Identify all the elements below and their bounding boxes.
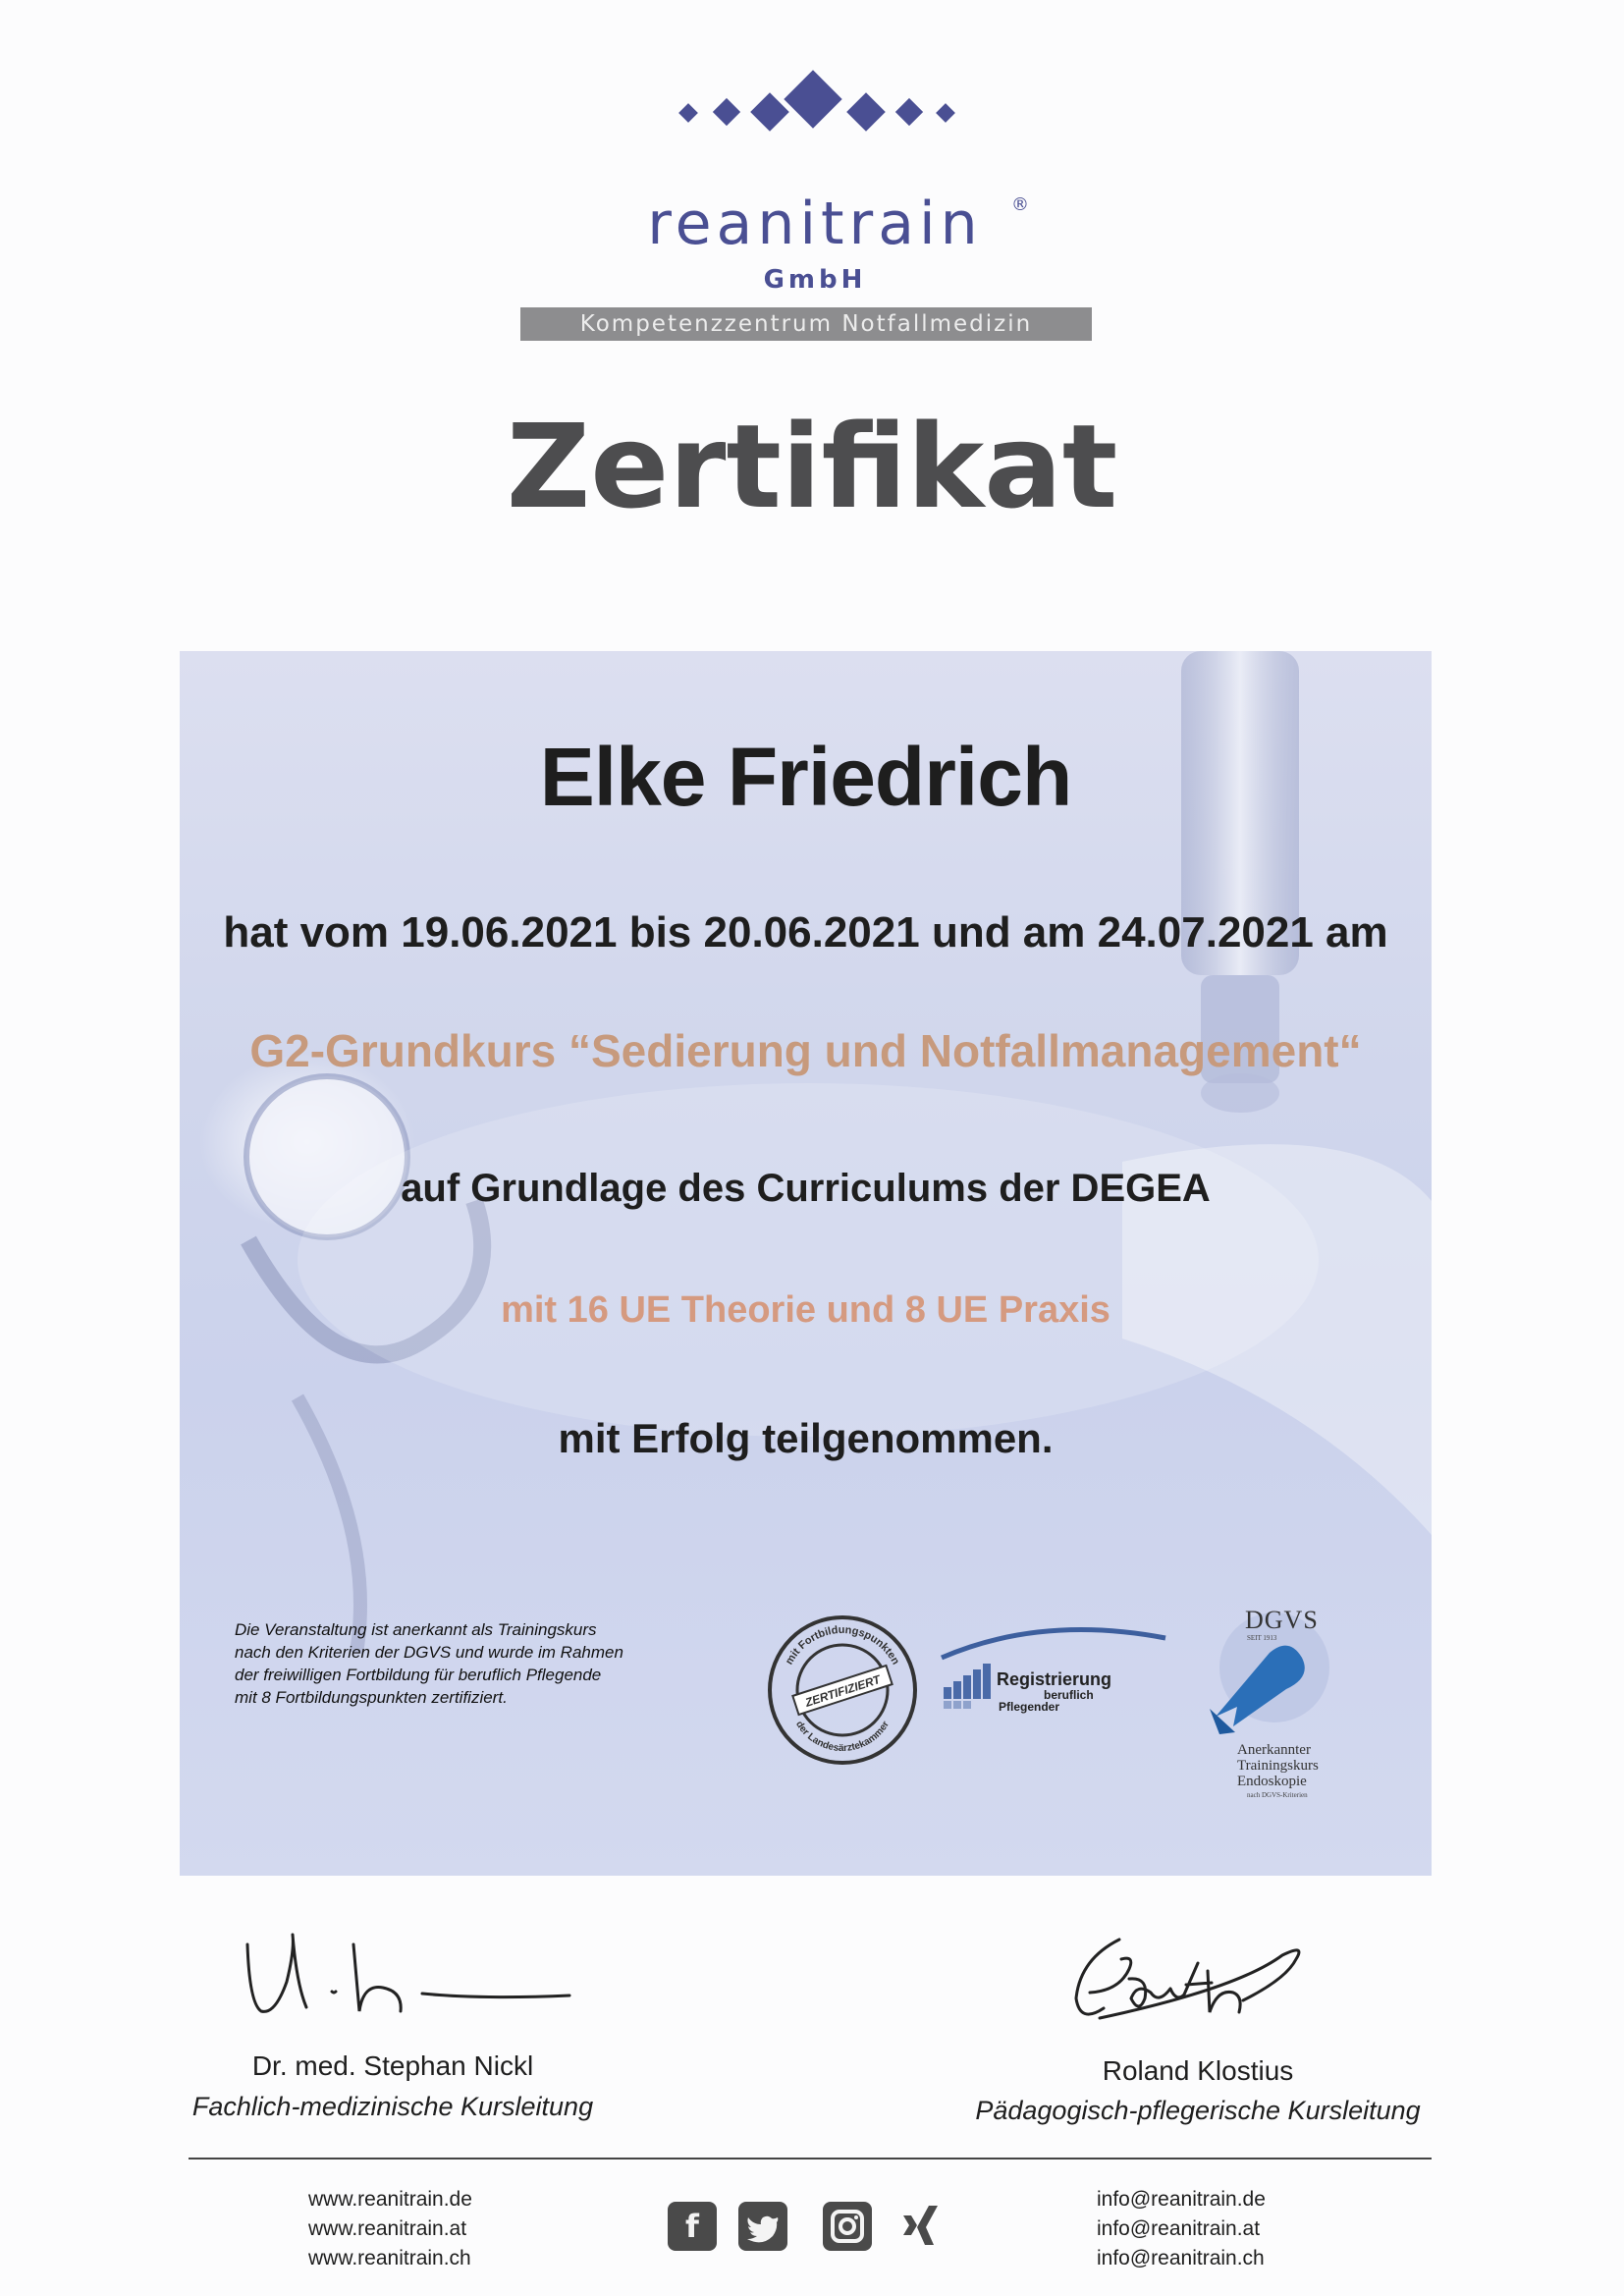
course-title: G2-Grundkurs “Sedierung und Notfallmanagement“ [249, 1025, 1362, 1076]
email-link[interactable]: info@reanitrain.de [1097, 2188, 1266, 2211]
dgvs-logo [1176, 1599, 1382, 1805]
facebook-icon[interactable]: f [668, 2202, 717, 2251]
curriculum-basis: auf Grundlage des Curriculums der DEGEA [401, 1167, 1211, 1210]
instagram-camera-glyph [823, 2202, 872, 2251]
course-units: mit 16 UE Theorie und 8 UE Praxis [501, 1289, 1110, 1331]
signer-right-role: Pädagogisch-pflegerische Kursleitung [975, 2096, 1421, 2125]
signature-left [236, 1905, 589, 2023]
website-link[interactable]: www.reanitrain.de [308, 2188, 472, 2211]
logo-wordmark: reanitrain [647, 190, 983, 258]
email-link[interactable]: info@reanitrain.at [1097, 2217, 1261, 2240]
certificate-panel [180, 651, 1432, 1876]
twitter-bird-glyph [738, 2202, 787, 2251]
social-links [668, 2202, 943, 2253]
dgvs-since: SEIT 1913 [1247, 1634, 1277, 1642]
accreditation-note-line: der freiwilligen Fortbildung für beruflich Pflegende [235, 1666, 602, 1684]
signer-right-name: Roland Klostius [1102, 2055, 1294, 2086]
signer-left-role: Fachlich-medizinische Kursleitung [191, 2092, 594, 2121]
website-link[interactable]: www.reanitrain.at [308, 2217, 467, 2240]
dgvs-line1: Anerkannter [1237, 1742, 1311, 1758]
registration-logo [934, 1618, 1169, 1726]
seal-top-text: mit Fortbildungspunkten [783, 1623, 902, 1667]
instagram-icon[interactable] [823, 2202, 872, 2251]
recipient-name: Elke Friedrich [539, 731, 1072, 823]
dgvs-name: DGVS [1245, 1606, 1319, 1634]
logo-legal-form: GmbH [763, 265, 867, 295]
registration-sub2: Pflegender [999, 1700, 1060, 1714]
footer-websites [308, 2185, 472, 2273]
company-logo [0, 59, 1624, 337]
course-dates: hat vom 19.06.2021 bis 20.06.2021 und am 24.07.2021 am [223, 908, 1388, 957]
dgvs-line2: Trainingskurs [1237, 1758, 1319, 1774]
registered-mark: ® [1011, 194, 1029, 215]
accreditation-note-line: mit 8 Fortbildungspunkten zertifiziert. [235, 1688, 508, 1707]
xing-icon[interactable] [895, 2202, 945, 2251]
footer-emails [1097, 2185, 1266, 2273]
completion-result: mit Erfolg teilgenommen. [558, 1415, 1054, 1461]
footer-divider [189, 2158, 1432, 2159]
document-title: Zertifikat [506, 399, 1118, 534]
signature-right [1060, 1920, 1316, 2038]
twitter-icon[interactable] [738, 2202, 787, 2251]
registration-sub1: beruflich [1044, 1688, 1094, 1702]
accreditation-note [235, 1618, 745, 1709]
xing-glyph [895, 2202, 945, 2251]
website-link[interactable]: www.reanitrain.ch [308, 2247, 471, 2269]
accreditation-note-line: nach den Kriterien der DGVS und wurde im Rahmen [235, 1643, 623, 1662]
certification-seal-icon [764, 1612, 921, 1769]
seal-bottom-text: der Landesärztekammer [793, 1719, 892, 1755]
seal-center-text: ZERTIFIZIERT [803, 1672, 883, 1710]
accreditation-note-line: Die Veranstaltung ist anerkannt als Trainingskurs [235, 1620, 597, 1639]
dgvs-line3: Endoskopie [1237, 1774, 1307, 1789]
signer-left-name: Dr. med. Stephan Nickl [251, 2050, 534, 2081]
logo-tagline: Kompetenzzentrum Notfallmedizin [520, 307, 1092, 341]
diamond-pattern-icon [668, 69, 962, 137]
dgvs-line4: nach DGVS-Kriterien [1247, 1791, 1308, 1799]
email-link[interactable]: info@reanitrain.ch [1097, 2247, 1265, 2269]
registration-title: Registrierung [997, 1669, 1112, 1689]
